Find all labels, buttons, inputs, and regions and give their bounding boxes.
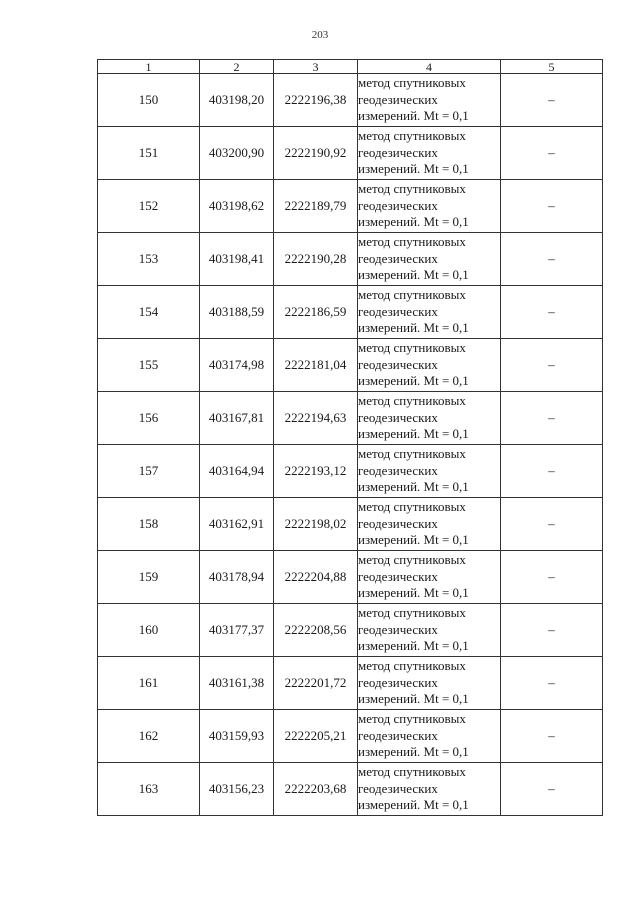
table-row [98, 445, 603, 498]
note-cell: – [501, 180, 603, 233]
table-row [98, 127, 603, 180]
y-coordinate-cell: 2222186,59 [274, 286, 358, 339]
method-line: геодезических [358, 303, 438, 319]
method-line: измерений. Mt = 0,1 [358, 638, 469, 654]
coordinates-table [97, 59, 603, 816]
method-line: метод спутниковых [358, 393, 466, 409]
x-coordinate-cell: 403162,91 [200, 498, 274, 551]
point-number-cell: 154 [98, 286, 200, 339]
point-number-cell: 163 [98, 763, 200, 816]
method-line: измерений. Mt = 0,1 [358, 532, 469, 548]
method-line: метод спутниковых [358, 234, 466, 250]
method-line: геодезических [358, 674, 438, 690]
point-number-cell: 152 [98, 180, 200, 233]
method-line: измерений. Mt = 0,1 [358, 585, 469, 601]
page-number: 203 [311, 29, 329, 41]
header-col-5: 5 [501, 60, 603, 74]
method-line: геодезических [358, 727, 438, 743]
method-cell [358, 233, 501, 286]
x-coordinate-cell: 403178,94 [200, 551, 274, 604]
method-line: метод спутниковых [358, 128, 466, 144]
method-line: метод спутниковых [358, 340, 466, 356]
point-number-cell: 158 [98, 498, 200, 551]
method-cell [358, 657, 501, 710]
method-line: геодезических [358, 356, 438, 372]
y-coordinate-cell: 2222203,68 [274, 763, 358, 816]
note-cell: – [501, 339, 603, 392]
note-cell: – [501, 127, 603, 180]
y-coordinate-cell: 2222205,21 [274, 710, 358, 763]
method-line: измерений. Mt = 0,1 [358, 797, 469, 813]
method-line: метод спутниковых [358, 181, 466, 197]
point-number-cell: 153 [98, 233, 200, 286]
method-cell [358, 498, 501, 551]
method-line: геодезических [358, 409, 438, 425]
x-coordinate-cell: 403198,41 [200, 233, 274, 286]
table-row [98, 710, 603, 763]
method-line: измерений. Mt = 0,1 [358, 161, 469, 177]
note-cell: – [501, 763, 603, 816]
method-line: измерений. Mt = 0,1 [358, 373, 469, 389]
method-line: геодезических [358, 515, 438, 531]
x-coordinate-cell: 403159,93 [200, 710, 274, 763]
point-number-cell: 160 [98, 604, 200, 657]
y-coordinate-cell: 2222189,79 [274, 180, 358, 233]
table-row [98, 551, 603, 604]
note-cell: – [501, 286, 603, 339]
method-line: измерений. Mt = 0,1 [358, 744, 469, 760]
note-cell: – [501, 74, 603, 127]
method-line: геодезических [358, 568, 438, 584]
method-line: измерений. Mt = 0,1 [358, 426, 469, 442]
note-cell: – [501, 445, 603, 498]
x-coordinate-cell: 403198,20 [200, 74, 274, 127]
y-coordinate-cell: 2222194,63 [274, 392, 358, 445]
method-line: геодезических [358, 91, 438, 107]
method-line: измерений. Mt = 0,1 [358, 691, 469, 707]
x-coordinate-cell: 403161,38 [200, 657, 274, 710]
x-coordinate-cell: 403188,59 [200, 286, 274, 339]
point-number-cell: 161 [98, 657, 200, 710]
method-line: метод спутниковых [358, 605, 466, 621]
method-line: измерений. Mt = 0,1 [358, 479, 469, 495]
x-coordinate-cell: 403174,98 [200, 339, 274, 392]
note-cell: – [501, 551, 603, 604]
method-line: метод спутниковых [358, 287, 466, 303]
method-line: геодезических [358, 250, 438, 266]
method-cell [358, 127, 501, 180]
x-coordinate-cell: 403156,23 [200, 763, 274, 816]
method-line: метод спутниковых [358, 75, 466, 91]
method-line: метод спутниковых [358, 764, 466, 780]
table-row [98, 233, 603, 286]
method-line: измерений. Mt = 0,1 [358, 214, 469, 230]
note-cell: – [501, 392, 603, 445]
point-number-cell: 159 [98, 551, 200, 604]
y-coordinate-cell: 2222201,72 [274, 657, 358, 710]
table-body [98, 74, 603, 816]
point-number-cell: 157 [98, 445, 200, 498]
table-row [98, 286, 603, 339]
method-line: геодезических [358, 780, 438, 796]
x-coordinate-cell: 403177,37 [200, 604, 274, 657]
method-cell [358, 763, 501, 816]
header-col-2: 2 [200, 60, 274, 74]
y-coordinate-cell: 2222190,92 [274, 127, 358, 180]
method-line: измерений. Mt = 0,1 [358, 267, 469, 283]
method-cell [358, 551, 501, 604]
method-cell [358, 445, 501, 498]
method-line: метод спутниковых [358, 658, 466, 674]
header-col-3: 3 [274, 60, 358, 74]
x-coordinate-cell: 403198,62 [200, 180, 274, 233]
table-row [98, 604, 603, 657]
method-line: геодезических [358, 197, 438, 213]
note-cell: – [501, 233, 603, 286]
method-line: геодезических [358, 621, 438, 637]
method-cell [358, 74, 501, 127]
y-coordinate-cell: 2222204,88 [274, 551, 358, 604]
note-cell: – [501, 657, 603, 710]
method-cell [358, 180, 501, 233]
y-coordinate-cell: 2222181,04 [274, 339, 358, 392]
point-number-cell: 150 [98, 74, 200, 127]
method-line: измерений. Mt = 0,1 [358, 320, 469, 336]
note-cell: – [501, 498, 603, 551]
method-line: метод спутниковых [358, 552, 466, 568]
header-col-4: 4 [358, 60, 501, 74]
method-line: метод спутниковых [358, 499, 466, 515]
y-coordinate-cell: 2222208,56 [274, 604, 358, 657]
point-number-cell: 155 [98, 339, 200, 392]
note-cell: – [501, 604, 603, 657]
method-line: метод спутниковых [358, 446, 466, 462]
point-number-cell: 151 [98, 127, 200, 180]
table-row [98, 339, 603, 392]
table-row [98, 657, 603, 710]
method-line: метод спутниковых [358, 711, 466, 727]
y-coordinate-cell: 2222196,38 [274, 74, 358, 127]
note-cell: – [501, 710, 603, 763]
method-line: геодезических [358, 144, 438, 160]
table-row [98, 498, 603, 551]
table-row [98, 74, 603, 127]
method-line: геодезических [358, 462, 438, 478]
method-cell [358, 392, 501, 445]
y-coordinate-cell: 2222198,02 [274, 498, 358, 551]
x-coordinate-cell: 403200,90 [200, 127, 274, 180]
header-col-1: 1 [98, 60, 200, 74]
method-cell [358, 710, 501, 763]
method-cell [358, 604, 501, 657]
method-line: измерений. Mt = 0,1 [358, 108, 469, 124]
method-cell [358, 339, 501, 392]
method-cell [358, 286, 501, 339]
x-coordinate-cell: 403167,81 [200, 392, 274, 445]
table-row [98, 392, 603, 445]
y-coordinate-cell: 2222193,12 [274, 445, 358, 498]
x-coordinate-cell: 403164,94 [200, 445, 274, 498]
point-number-cell: 162 [98, 710, 200, 763]
table-header-row [98, 60, 603, 74]
table-row [98, 763, 603, 816]
y-coordinate-cell: 2222190,28 [274, 233, 358, 286]
table-row [98, 180, 603, 233]
point-number-cell: 156 [98, 392, 200, 445]
